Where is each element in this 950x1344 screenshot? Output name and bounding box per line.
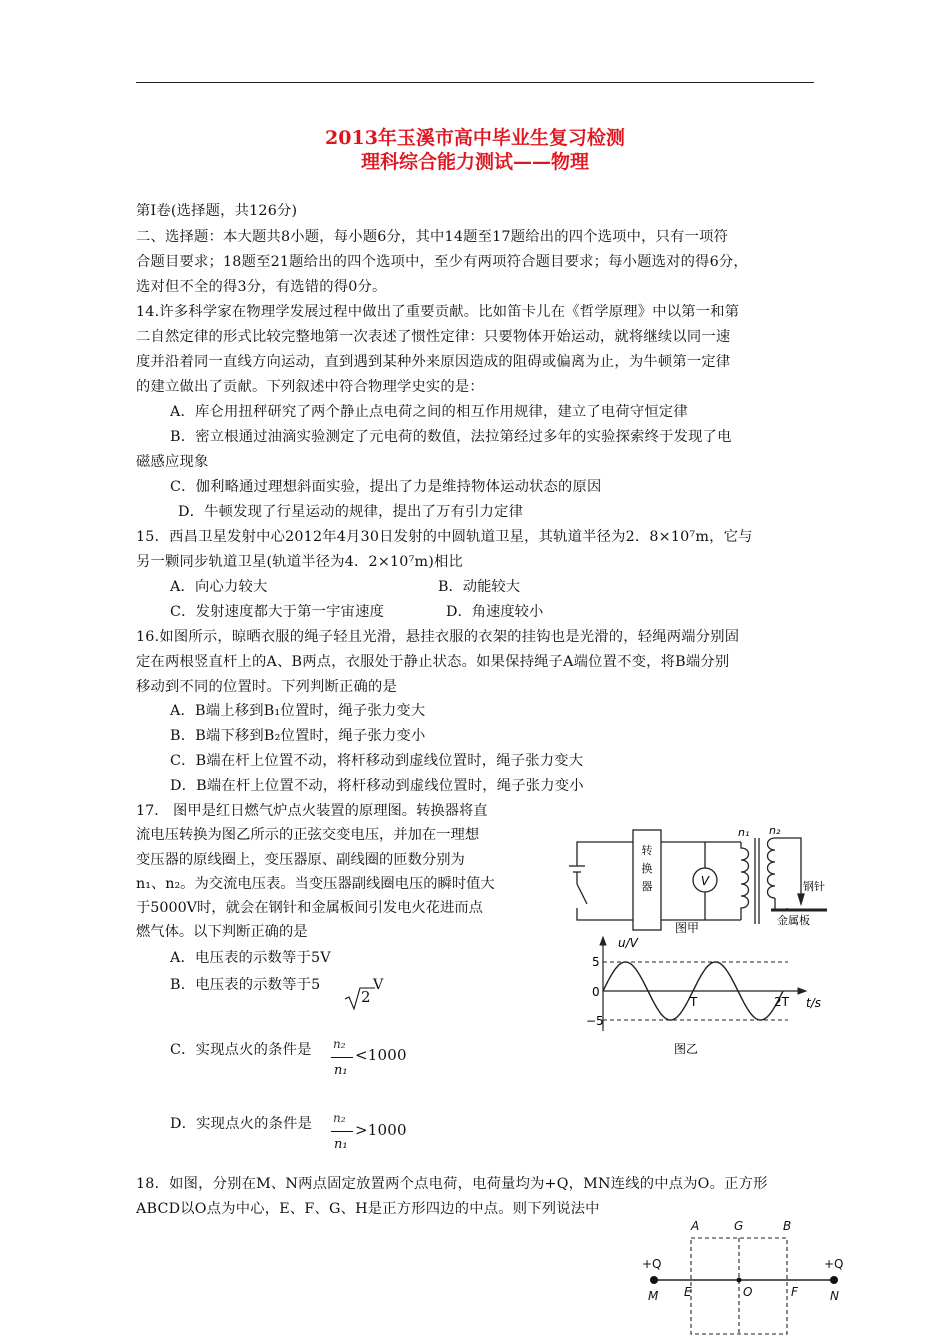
frac-numerator: n₂ [333,1111,346,1125]
q14-option-b-cont: 磁感应现象 [136,454,209,470]
q14-option-b: B．密立根通过油滴实验测定了元电荷的数值，法拉第经过多年的实验探索终于发现了电 [170,429,732,445]
wire [577,908,633,920]
figure-caption: 图乙 [674,1042,699,1056]
n2-label: n₂ [769,824,781,837]
charge-n [830,1276,838,1284]
point-label: M [648,1289,659,1303]
q18-stem: 18．如图，分别在M、N两点固定放置两个点电荷，电荷量均为+Q，MN连线的中点为O。正方形 [136,1176,768,1192]
q17-option-c: C．实现点火的条件是 [170,1042,312,1058]
q17-option-a: A．电压表的示数等于5V [170,950,331,966]
q17-stem-line: 流电压转换为图乙所示的正弦交变电压，并加在一理想 [136,827,480,844]
frac-numerator: n₂ [333,1037,346,1051]
charge-m [650,1276,658,1284]
q14-option-d: D．牛顿发现了行星运动的规律，提出了万有引力定律 [178,504,524,520]
q17-stem-line: 变压器的原线圈上，变压器原、副线圈的匝数分别为 [136,851,465,868]
figure-yi-waveform [578,935,821,1060]
page-title: 2013年玉溪市高中毕业生复习检测 [325,127,625,149]
q17-option-d: D．实现点火的条件是 [170,1116,313,1132]
page-subtitle: 理科综合能力测试——物理 [360,151,589,173]
y-arrow [600,937,606,945]
instruction-line: 合题目要求；18题至21题给出的四个选项中，至少有两项符合题目要求；每小题选对的得6分， [136,254,748,270]
q14-stem: 的建立做出了贡献。下列叙述中符合物理学史实的是： [136,379,484,395]
wire [775,838,801,894]
point-label: N [830,1289,839,1303]
frac-denominator: n₁ [334,1063,348,1078]
q17-stem-line: 17． 图甲是红日燃气炉点火装置的原理图。转换器将直 [136,803,488,819]
q17-stem-line: n₁、n₂。为交流电压表。当变压器副线圈电压的瞬时值大 [136,875,495,892]
top-rule [136,82,814,83]
q15-option-a: A．向心力较大 [170,579,268,595]
q15-option-c: C．发射速度都大于第一宇宙速度 [170,604,385,620]
figure-caption: 图甲 [675,921,700,935]
secondary-coil [768,838,776,898]
figure-q18-square [636,1216,850,1344]
point-label: A [691,1219,700,1233]
q15-stem: 另一颗同步轨道卫星(轨道半径为4．2×10⁷m)相比 [136,554,464,570]
instruction-line: 二、选择题：本大题共8小题，每小题6分，其中14题至17题给出的四个选项中，只有一项符 [136,229,729,245]
fraction-bar [331,1131,353,1132]
q14-option-c: C．伽利略通过理想斜面实验，提出了力是维持物体运动状态的原因 [170,479,602,495]
y-tick: 0 [592,985,600,999]
q16-stem: 定在两根竖直杆上的A、B两点，衣服处于静止状态。如果保持绳子A端位置不变，将B端分别 [136,654,730,670]
q16-stem: 移动到不同的位置时。下列判断正确的是 [136,679,397,695]
q17-d-relation: >1000 [355,1121,407,1139]
primary-coil [741,842,749,920]
x-tick: 2T [774,995,789,1009]
y-axis-label: u/V [618,936,638,950]
converter-char: 器 [641,880,653,893]
x-arrow [798,988,806,994]
q17-stem-line: 燃气体。以下判断正确的是 [136,924,308,941]
q14-stem: 二自然定律的形式比较完整地第一次表述了惯性定律：只要物体开始运动，就将继续以同一速 [136,329,731,345]
q15-option-b: B．动能较大 [438,579,520,595]
q18-stem: ABCD以O点为中心，E、F、G、H是正方形四边的中点。则下列说法中 [136,1201,600,1217]
needle-label: 钢针 [803,880,825,893]
q16-option-d: D．B端在杆上位置不动，将杆移动到虚线位置时，绳子张力变小 [170,778,584,794]
voltmeter-label: V [700,874,710,888]
q17-stem-line: 于5000V时，就会在钢针和金属板间引发电火花进而点 [136,900,483,917]
sqrt-symbol [343,985,375,1015]
converter-char: 换 [641,862,653,875]
q17-stem [136,799,556,945]
q17-option-b [170,975,320,995]
wire [775,898,787,910]
q16-option-c: C．B端在杆上位置不动，将杆移动到虚线位置时，绳子张力变大 [170,753,584,769]
q17-b-prefix: B．电压表的示数等于5 [170,977,321,993]
q17-c-relation: <1000 [355,1046,407,1064]
converter-char: 转 [641,844,653,857]
y-tick: −5 [586,1014,604,1028]
point-label: E [684,1285,692,1299]
q16-stem: 16.如图所示，晾晒衣服的绳子轻且光滑，悬挂衣服的衣架的挂钩也是光滑的，轻绳两端分别固 [136,629,740,645]
x-tick: T [690,995,698,1009]
y-tick: 5 [592,955,600,969]
point-label: B [783,1219,792,1233]
q17-b-unit: V [373,977,384,993]
charge-label: +Q [642,1257,662,1271]
figure-jia-circuit [565,824,830,939]
switch-blade [577,884,587,904]
q16-option-b: B．B端下移到B₂位置时，绳子张力变小 [170,728,426,744]
point-label: O [743,1285,753,1299]
frac-denominator: n₁ [334,1137,348,1152]
q15-stem: 15．西昌卫星发射中心2012年4月30日发射的中圆轨道卫星，其轨道半径为2．8×10⁷m，它与 [136,529,753,545]
q14-stem: 14.许多科学家在物理学发展过程中做出了重要贡献。比如笛卡儿在《哲学原理》中以第一和第 [136,304,740,320]
point-label: F [791,1285,798,1299]
x-axis-label: t/s [806,996,821,1010]
q14-stem: 度并沿着同一直线方向运动，直到遇到某种外来原因造成的阻碍或偏离为止，为牛顿第一定律 [136,354,731,370]
point-label: G [734,1219,744,1233]
q16-option-a: A．B端上移到B₁位置时，绳子张力变大 [170,703,426,719]
q14-option-a: A．库仑用扭秤研究了两个静止点电荷之间的相互作用规律，建立了电荷守恒定律 [170,404,688,420]
charge-label: +Q [824,1257,844,1271]
n1-label: n₁ [738,826,750,839]
steel-needle [798,894,804,904]
sqrt-radicand: 2 [361,988,371,1006]
q15-option-d: D．角速度较小 [446,604,544,620]
point-o [737,1278,742,1283]
fraction-bar [331,1057,353,1058]
section-heading: 第Ⅰ卷(选择题，共126分) [136,203,298,219]
wire [577,842,633,866]
plate-label: 金属板 [777,914,810,927]
instruction-line: 选对但不全的得3分，有选错的得0分。 [136,279,387,295]
